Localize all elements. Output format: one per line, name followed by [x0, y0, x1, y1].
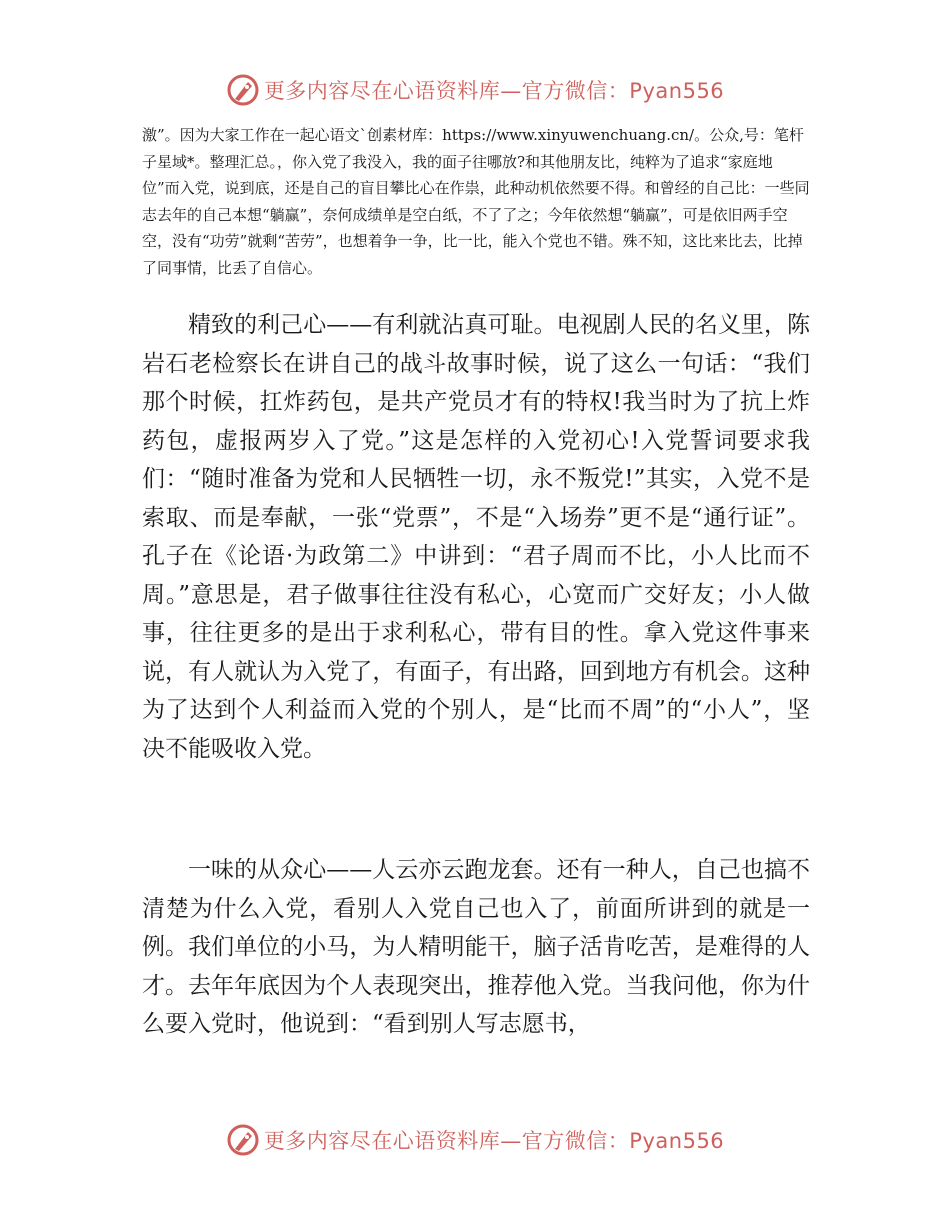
header-banner-text: 更多内容尽在心语资料库—官方微信：Pyan556	[263, 79, 725, 103]
paragraph-3: 一味的从众心——人云亦云跑龙套。还有一种人，自己也搞不清楚为什么入党，看别人入党自己也入了，前面所讲到的就是一例。我们单位的小马，为人精明能干，脑子活肯吃苦，是难得的人才。去年年底因为个人表现突出，推荐他入党。当我问他，你为什么要入党时，他说到：“看到别人写志愿书，	[142, 857, 810, 1037]
footer-banner	[0, 1120, 950, 1160]
pen-nib-icon	[226, 73, 260, 107]
paragraph-2: 精致的利己心——有利就沾真可耻。电视剧人民的名义里，陈岩石老检察长在讲自己的战斗故事时候，说了这么一句话：“我们那个时候，扛炸药包，是共产党员才有的特权!我当时为了抗上炸药包，虚报两岁入了党。”这是怎样的入党初心!入党誓词要求我们：“随时准备为党和人民牺牲一切，永不叛党!”其实，入党不是索取、而是奉献，一张“党票”，不是“入场券”更不是“通行证”。孔子在《论语·为政第二》中讲到：“君子周而不比，小人比而不周。”意思是，君子做事往往没有私心，心宽而广交好友；小人做事，往往更多的是出于求利私心，带有目的性。拿入党这件事来说，有人就认为入党了，有面子，有出路，回到地方有机会。这种为了达到个人利益而入党的个别人，是“比而不周”的“小人”，坚决不能吸收入党。	[142, 312, 810, 762]
footer-banner-text: 更多内容尽在心语资料库—官方微信：Pyan556	[263, 1129, 725, 1153]
header-banner	[0, 70, 950, 110]
pen-nib-icon	[226, 1123, 260, 1157]
paragraph-1: 激”。因为大家工作在一起心语文`创素材库：https://www.xinyuwenchuang.cn/。公众,号：笔杆子星域*。整理汇总。，你入党了我没入，我的面子往哪放?和其他朋友比，纯粹为了追求“家庭地位”而入党，说到底，还是自己的盲目攀比心在作祟，此种动机依然要不得。和曾经的自己比：一些同志去年的自己本想“躺赢”，奈何成绩单是空白纸，不了了之；今年依然想“躺赢”，可是依旧两手空空，没有“功劳”就剩“苦劳”，也想着争一争，比一比，能入个党也不错。殊不知，这比来比去，比掉了同事情，比丢了自信心。	[142, 126, 810, 277]
